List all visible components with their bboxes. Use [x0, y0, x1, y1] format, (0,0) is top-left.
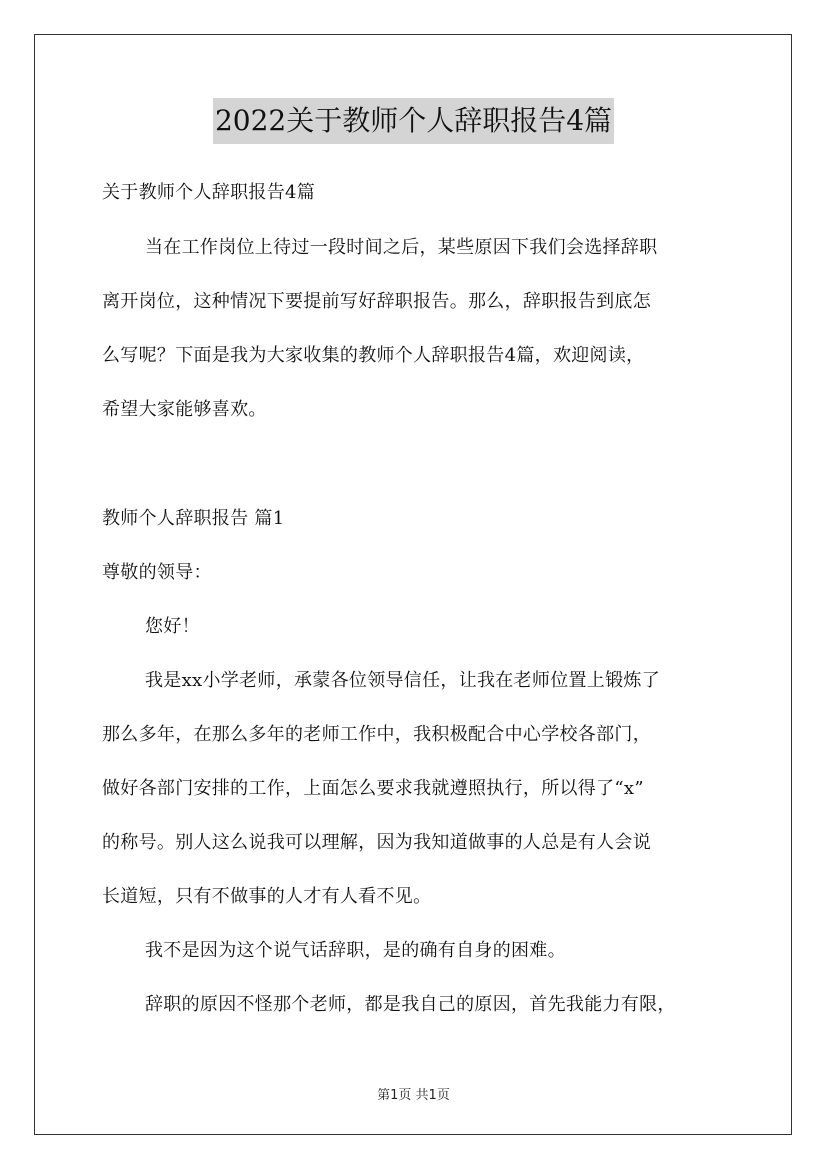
intro-line-4: 希望大家能够喜欢。 [102, 399, 267, 420]
body-line-7: 辞职的原因不怪那个老师，都是我自己的原因，首先我能力有限， [145, 994, 676, 1015]
body-line-3: 做好各部门安排的工作，上面怎么要求我就遵照执行，所以得了“x” [102, 778, 644, 799]
body-line-4: 的称号。别人这么说我可以理解，因为我知道做事的人总是有人会说 [102, 832, 651, 853]
body-line-1: 我是xx小学老师，承蒙各位领导信任，让我在老师位置上锻炼了 [145, 670, 660, 691]
document-title: 2022关于教师个人辞职报告4篇 [213, 98, 614, 144]
title-container [0, 98, 827, 144]
greeting: 您好！ [145, 616, 200, 637]
subtitle-line: 关于教师个人辞职报告4篇 [102, 182, 316, 203]
intro-line-3: 么写呢？下面是我为大家收集的教师个人辞职报告4篇，欢迎阅读， [102, 345, 645, 366]
page-footer: 第1页 共1页 [377, 1088, 450, 1103]
intro-line-1: 当在工作岗位上待过一段时间之后，某些原因下我们会选择辞职 [145, 237, 658, 258]
body-line-6: 我不是因为这个说气话辞职，是的确有自身的困难。 [145, 940, 566, 961]
body-line-2: 那么多年，在那么多年的老师工作中，我积极配合中心学校各部门， [102, 724, 651, 745]
section-heading: 教师个人辞职报告 篇1 [102, 508, 285, 529]
intro-line-2: 离开岗位，这种情况下要提前写好辞职报告。那么，辞职报告到底怎 [102, 291, 651, 312]
body-line-5: 长道短，只有不做事的人才有人看不见。 [102, 886, 432, 907]
salutation: 尊敬的领导： [102, 562, 212, 583]
